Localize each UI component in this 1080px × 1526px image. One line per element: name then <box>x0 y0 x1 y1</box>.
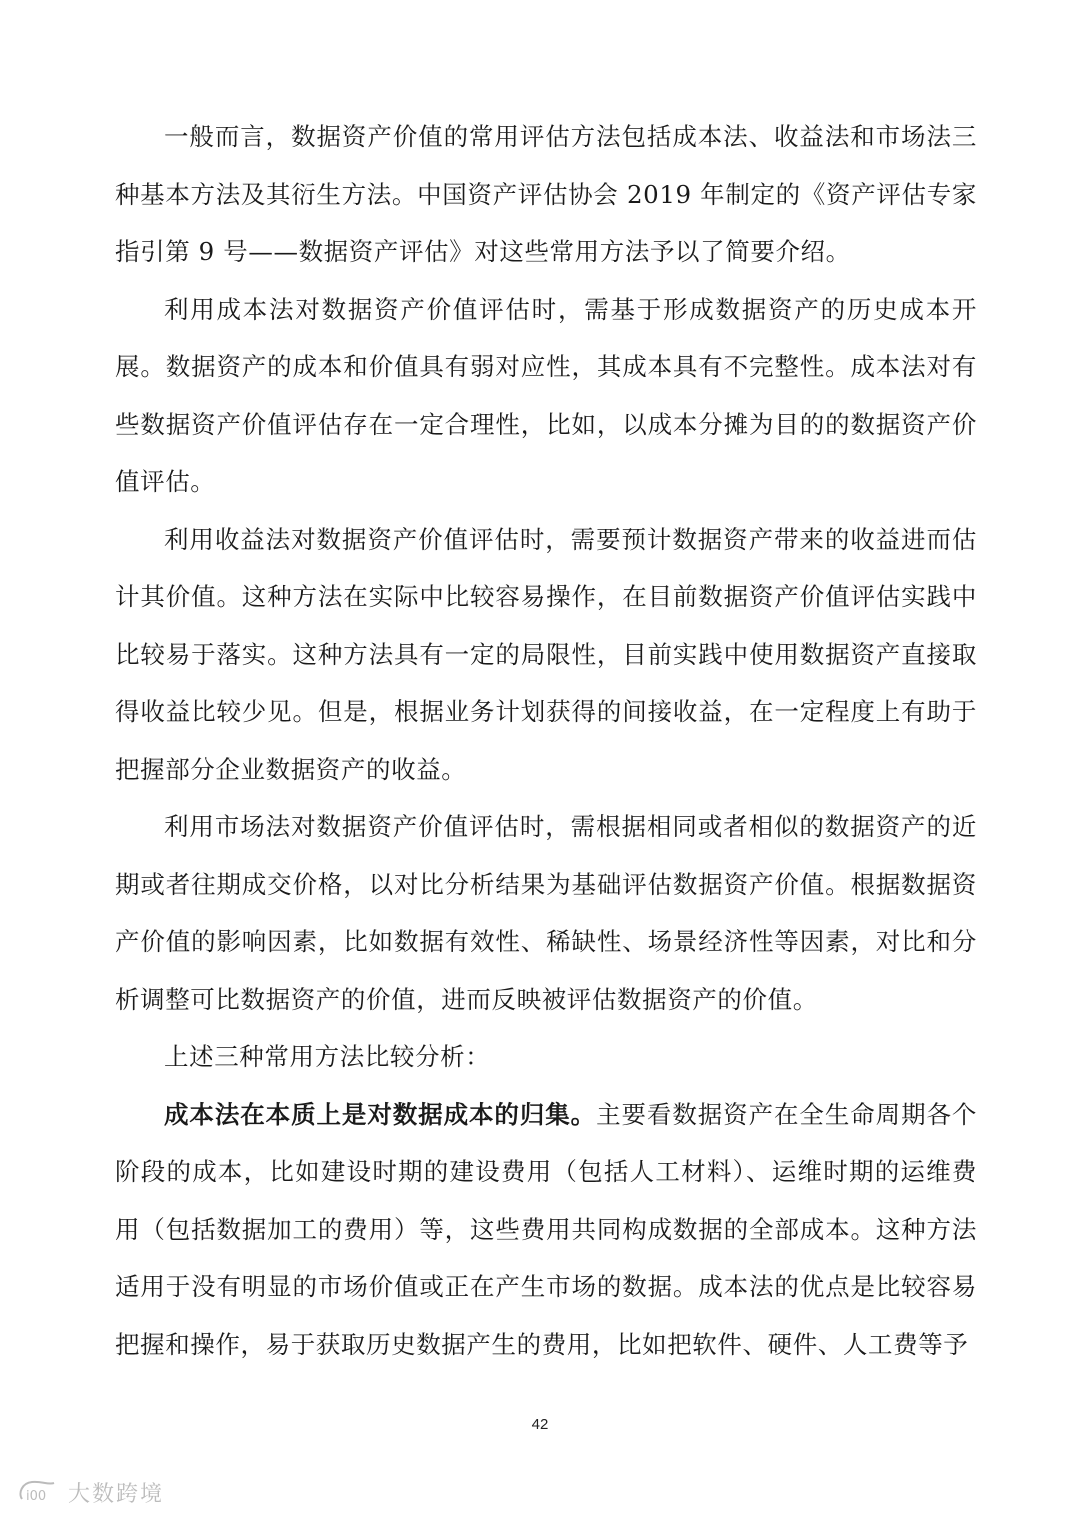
body-text <box>115 108 977 1373</box>
paragraph-6-text: 主要看数据资产在全生命周期各个阶段的成本，比如建设时期的建设费用（包括人工材料）、运维时期的运维费用（包括数据加工的费用）等，这些费用共同构成数据的全部成本。这种方法适用于没有明显的市场价值或正在产生市场的数据。成本法的优点是比较容易把握和操作，易于获取历史数据产生的费用，比如把软件、硬件、人工费等予 <box>115 1099 978 1359</box>
bold-lead-sentence: 成本法在本质上是对数据成本的归集。 <box>164 1099 597 1129</box>
paragraph-3: 利用收益法对数据资产价值评估时，需要预计数据资产带来的收益进而估计其价值。这种方法在实际中比较容易操作，在目前数据资产价值评估实践中比较易于落实。这种方法具有一定的局限性，目前实践中使用数据资产直接取得收益比较少见。但是，根据业务计划获得的间接收益，在一定程度上有助于把握部分企业数据资产的收益。 <box>115 524 977 784</box>
paragraph-1: 一般而言，数据资产价值的常用评估方法包括成本法、收益法和市场法三种基本方法及其衍生方法。中国资产评估协会 2019 年制定的《资产评估专家指引第 9 号——数据资产评估》对这些常用方法予以了简要介绍。 <box>115 122 977 266</box>
watermark-text: 大数跨境 <box>68 1481 165 1507</box>
watermark <box>16 1472 164 1512</box>
page-number: 42 <box>531 1416 549 1433</box>
paragraph-2: 利用成本法对数据资产价值评估时，需基于形成数据资产的历史成本开展。数据资产的成本和价值具有弱对应性，其成本具有不完整性。成本法对有些数据资产价值评估存在一定合理性，比如，以成本分摊为目的的数据资产价值评估。 <box>115 294 977 496</box>
paragraph-4: 利用市场法对数据资产价值评估时，需根据相同或者相似的数据资产的近期或者往期成交价格，以对比分析结果为基础评估数据资产价值。根据数据资产价值的影响因素，比如数据有效性、稀缺性、场景经济性等因素，对比和分析调整可比数据资产的价值，进而反映被评估数据资产的价值。 <box>115 812 977 1014</box>
paragraph-5: 上述三种常用方法比较分析： <box>164 1042 491 1071</box>
watermark-logo-text: i00 <box>26 1489 47 1504</box>
watermark-logo-icon <box>16 1477 62 1507</box>
paragraph-6 <box>115 1086 977 1374</box>
